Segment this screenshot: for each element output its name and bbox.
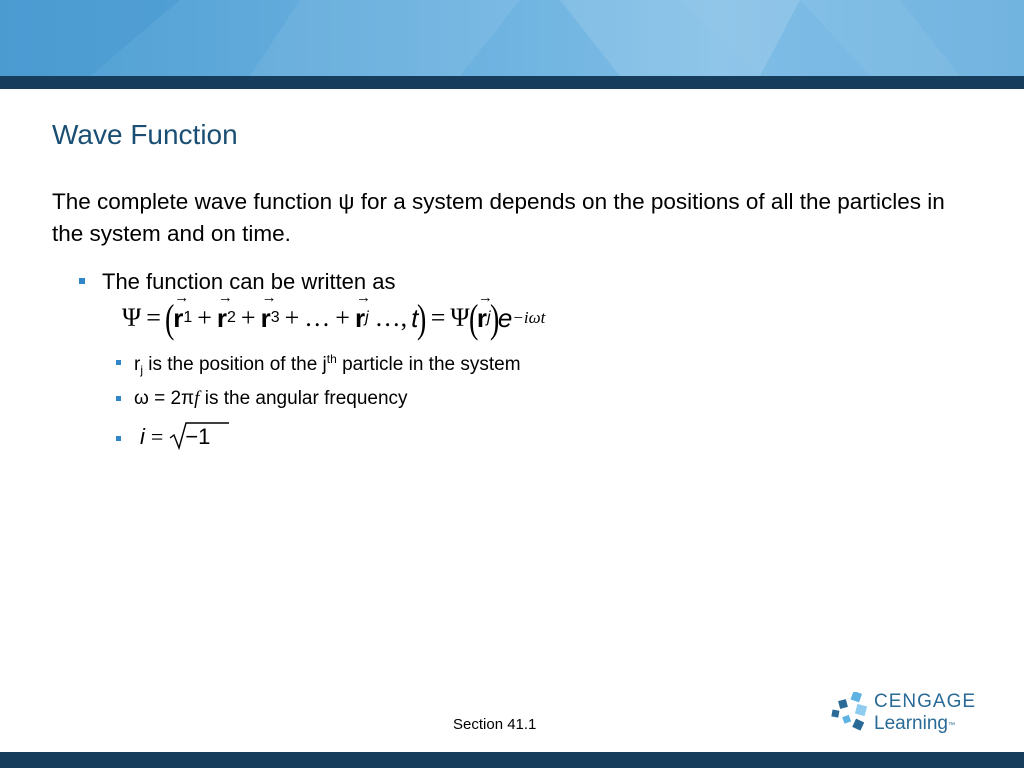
radical-sign-icon: [169, 421, 233, 451]
eq-r-vector: → r: [217, 303, 227, 334]
i-equation: [140, 424, 210, 450]
cengage-mark-icon: [830, 692, 870, 732]
omega-prefix: ω = 2π: [134, 388, 195, 409]
eq-exponent: −iωt: [512, 308, 546, 327]
eq-plus: +: [284, 303, 300, 332]
th-superscript: th: [326, 352, 337, 366]
logo-learning-text: Learning: [874, 713, 948, 734]
eq-r-vector: → r: [477, 303, 487, 334]
eq-sub-1: 1: [183, 309, 193, 326]
logo-trademark: ™: [947, 722, 955, 729]
intro-paragraph: The complete wave function ψ for a system depends on the positions of all the particles in the system and on time.: [52, 189, 945, 246]
sqrt-symbol: [169, 424, 210, 450]
sub-bullet-text: [134, 352, 521, 377]
eq-tail: …,: [374, 303, 408, 332]
cengage-logo: [830, 690, 980, 738]
omega-end-text: is the angular frequency: [199, 388, 408, 409]
footer-bar: [0, 752, 1024, 768]
eq-r-vector: → r: [261, 303, 271, 334]
header-stripe: [0, 76, 1024, 89]
i-radicand: −1: [185, 424, 211, 449]
bullet-text: The function can be written as: [102, 269, 396, 294]
slide-title: Wave Function: [52, 119, 238, 150]
r-symbol: r: [134, 354, 141, 375]
bullet-square-icon: [116, 360, 121, 365]
omega-f: f: [194, 388, 200, 409]
bullet-square-icon: [79, 278, 85, 284]
eq-equals: =: [430, 303, 446, 332]
eq-plus: +: [335, 303, 350, 332]
eq-t: t: [411, 302, 419, 333]
eq-plus: +: [197, 303, 212, 332]
r-subscript: j: [140, 363, 143, 377]
eq-sub-3: 3: [270, 309, 280, 326]
bullet-square-icon: [116, 396, 121, 401]
eq-plus: +: [240, 303, 256, 332]
logo-word-cengage: CENGAGE: [874, 691, 977, 712]
logo-word-learning: [874, 713, 955, 735]
r-end-text: particle in the system: [336, 354, 521, 375]
eq-sub-2: 2: [227, 309, 236, 326]
eq-open-paren: (: [164, 295, 175, 341]
i-variable: i: [140, 424, 145, 449]
eq-ellipsis: …: [304, 303, 331, 332]
bullet-square-icon: [116, 436, 121, 441]
section-label: Section 41.1: [453, 716, 537, 733]
banner-decoration: [0, 0, 1024, 76]
eq-psi-rhs: Ψ: [450, 303, 470, 332]
i-equals: =: [150, 424, 164, 449]
eq-r-vector: → r: [355, 303, 365, 334]
wave-function-equation: [122, 296, 545, 340]
eq-close-paren: ): [417, 295, 427, 341]
header-banner: [0, 0, 1024, 76]
eq-e: e: [497, 302, 513, 333]
eq-sub-j: j: [487, 309, 491, 326]
eq-open-paren: (: [468, 295, 478, 341]
eq-r-vector: → r: [173, 303, 183, 334]
sub-bullet-text: [134, 388, 408, 410]
eq-sub-j: j: [365, 309, 369, 326]
eq-close-paren: ): [489, 295, 499, 341]
eq-equals: =: [146, 303, 161, 332]
eq-psi: Ψ: [122, 303, 142, 332]
r-mid-text: is the position of the j: [143, 354, 327, 375]
